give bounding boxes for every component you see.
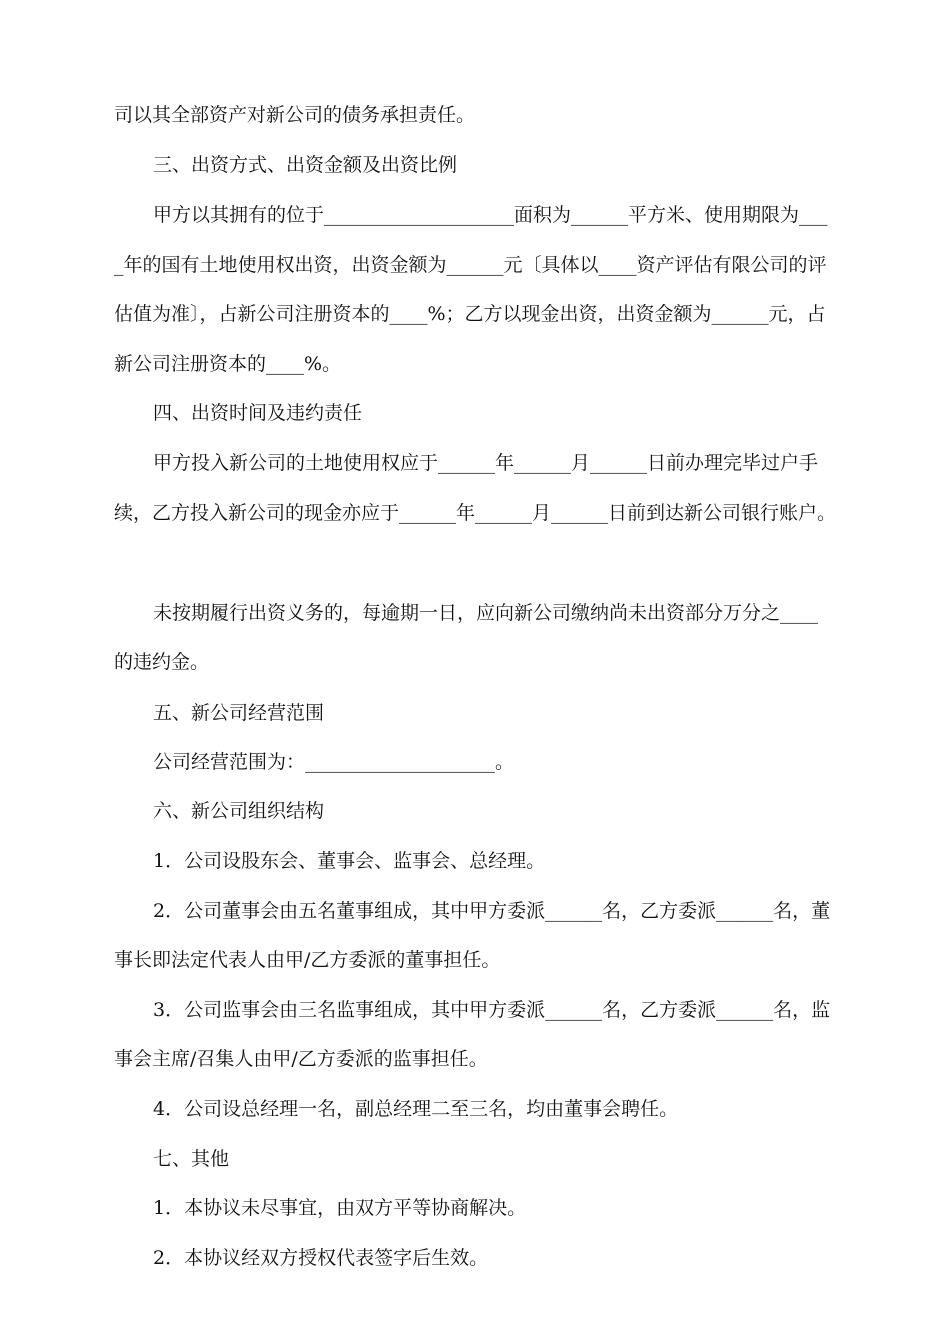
section-heading-3: 三、出资方式、出资金额及出资比例 <box>153 154 458 176</box>
list-item: 1．本协议未尽事宜，由双方平等协商解决。 <box>153 1197 527 1219</box>
section-heading-7: 七、其他 <box>153 1148 230 1170</box>
paragraph-line: 新公司注册资本的____%。 <box>114 353 342 375</box>
list-item: 2．本协议经双方授权代表签字后生效。 <box>153 1247 489 1269</box>
section-heading-4: 四、出资时间及违约责任 <box>153 402 363 424</box>
paragraph-line: 估值为准〕，占新公司注册资本的____%；乙方以现金出资，出资金额为______元，占 <box>114 303 826 325</box>
list-item: 1．公司设股东会、董事会、监事会、总经理。 <box>153 850 546 872</box>
list-item-continuation: 事长即法定代表人由甲/乙方委派的董事担任。 <box>114 949 501 971</box>
paragraph-line: 续，乙方投入新公司的现金亦应于______年______月______日前到达新公司银行账户。 <box>114 502 837 524</box>
list-item: 4．公司设总经理一名，副总经理二至三名，均由董事会聘任。 <box>153 1098 679 1120</box>
list-item: 2．公司董事会由五名董事组成，其中甲方委派______名，乙方委派______名，董 <box>153 900 831 922</box>
paragraph-line: 未按期履行出资义务的，每逾期一日，应向新公司缴纳尚未出资部分万分之____ <box>153 602 819 624</box>
list-item-continuation: 事会主席/召集人由甲/乙方委派的监事担任。 <box>114 1048 488 1070</box>
section-heading-6: 六、新公司组织结构 <box>153 800 325 822</box>
paragraph-line: 的违约金。 <box>114 651 210 673</box>
section-heading-5: 五、新公司经营范围 <box>153 702 325 724</box>
paragraph-line: 甲方投入新公司的土地使用权应于______年______月______日前办理完毕过户手 <box>153 452 819 474</box>
list-item: 3．公司监事会由三名监事组成，其中甲方委派______名，乙方委派______名，监 <box>153 999 831 1021</box>
paragraph-line-continuation: 司以其全部资产对新公司的债务承担责任。 <box>114 104 476 126</box>
paragraph-line: 甲方以其拥有的位于____________________面积为______平方米、使用期限为___ <box>153 204 828 226</box>
paragraph-line: 公司经营范围为：____________________。 <box>153 751 515 773</box>
paragraph-line: _年的国有土地使用权出资，出资金额为______元〔具体以____资产评估有限公司的评 <box>114 254 827 276</box>
